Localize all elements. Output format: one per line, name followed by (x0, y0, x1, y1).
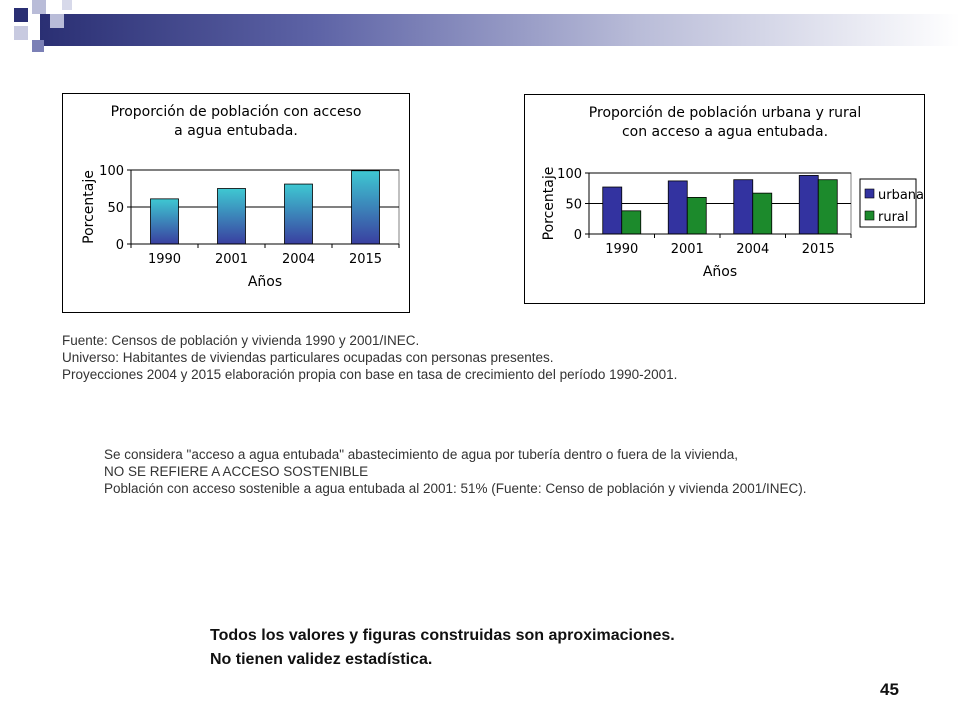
universe-note-line: Universo: Habitantes de viviendas particulares ocupadas con personas presentes. (62, 350, 554, 365)
legend-label-urbana: urbana (878, 188, 924, 203)
header-square-light-1 (32, 0, 46, 14)
chart-total-access (62, 93, 410, 313)
y-axis-title: Porcentaje (541, 166, 557, 241)
x-tick-label: 2015 (801, 242, 835, 257)
x-tick-label: 2001 (670, 242, 704, 257)
x-tick-label: 2001 (214, 252, 249, 267)
x-tick-label: 2004 (736, 242, 770, 257)
header-square-light-4 (62, 0, 72, 10)
legend-swatch-urbana (865, 189, 874, 198)
bar (151, 199, 179, 244)
bar-rural (753, 193, 772, 234)
legend-swatch-rural (865, 211, 874, 220)
y-axis-title: Porcentaje (81, 170, 97, 244)
y-tick-label: 0 (573, 228, 582, 243)
bar-rural (687, 197, 706, 234)
header-square-dark-2 (32, 40, 44, 52)
y-tick-label: 100 (557, 167, 582, 182)
bar-urbana (668, 181, 687, 234)
y-tick-label: 50 (107, 201, 124, 216)
header-gradient-band (40, 14, 960, 46)
legend-label-rural: rural (878, 210, 909, 225)
x-axis-title: Años (702, 264, 738, 280)
x-tick-label: 2015 (348, 252, 383, 267)
source-notes (62, 332, 677, 383)
bar (352, 171, 380, 244)
header-square-light-2 (50, 14, 64, 28)
page-number: 45 (880, 680, 899, 699)
definition-line-1: Se considera "acceso a agua entubada" abastecimiento de agua por tubería dentro o fuera de la vivienda, (104, 447, 739, 462)
chart-title-line: con acceso a agua entubada. (621, 124, 829, 140)
disclaimer-line-2: No tienen validez estadística. (210, 651, 433, 668)
source-note-line: Fuente: Censos de población y vivienda 1990 y 2001/INEC. (62, 333, 420, 348)
x-tick-label: 1990 (605, 242, 639, 257)
y-tick-label: 100 (99, 164, 124, 179)
bar (285, 184, 313, 244)
definition-block (104, 446, 864, 497)
chart-total-svg (63, 94, 409, 312)
bar-urbana (734, 180, 753, 234)
chart-title-line: Proporción de población con acceso (110, 104, 362, 120)
chart-urban-rural-access (524, 94, 925, 304)
bar (218, 189, 246, 245)
x-tick-label: 2004 (281, 252, 316, 267)
bar-urbana (799, 175, 818, 234)
definition-line-3: Población con acceso sostenible a agua entubada al 2001: 51% (Fuente: Censo de población y vivienda 2001/INEC). (104, 481, 807, 496)
bar-rural (622, 211, 641, 234)
x-tick-label: 1990 (147, 252, 182, 267)
disclaimer-line-1: Todos los valores y figuras construidas son aproximaciones. (210, 627, 675, 644)
bar-urbana (603, 187, 622, 234)
definition-line-2: NO SE REFIERE A ACCESO SOSTENIBLE (104, 464, 369, 479)
header-square-light-3 (14, 26, 28, 40)
bar-rural (818, 180, 837, 234)
projection-note-line: Proyecciones 2004 y 2015 elaboración propia con base en tasa de crecimiento del período 1990-2001. (62, 367, 678, 382)
header-square-dark-1 (14, 8, 28, 22)
y-tick-label: 0 (115, 238, 124, 253)
chart-title-line: a agua entubada. (174, 123, 298, 139)
y-tick-label: 50 (565, 197, 582, 213)
x-axis-title: Años (247, 274, 283, 290)
chart-urban-rural-svg (525, 95, 924, 303)
disclaimer (210, 624, 675, 672)
chart-title-line: Proporción de población urbana y rural (588, 105, 862, 121)
